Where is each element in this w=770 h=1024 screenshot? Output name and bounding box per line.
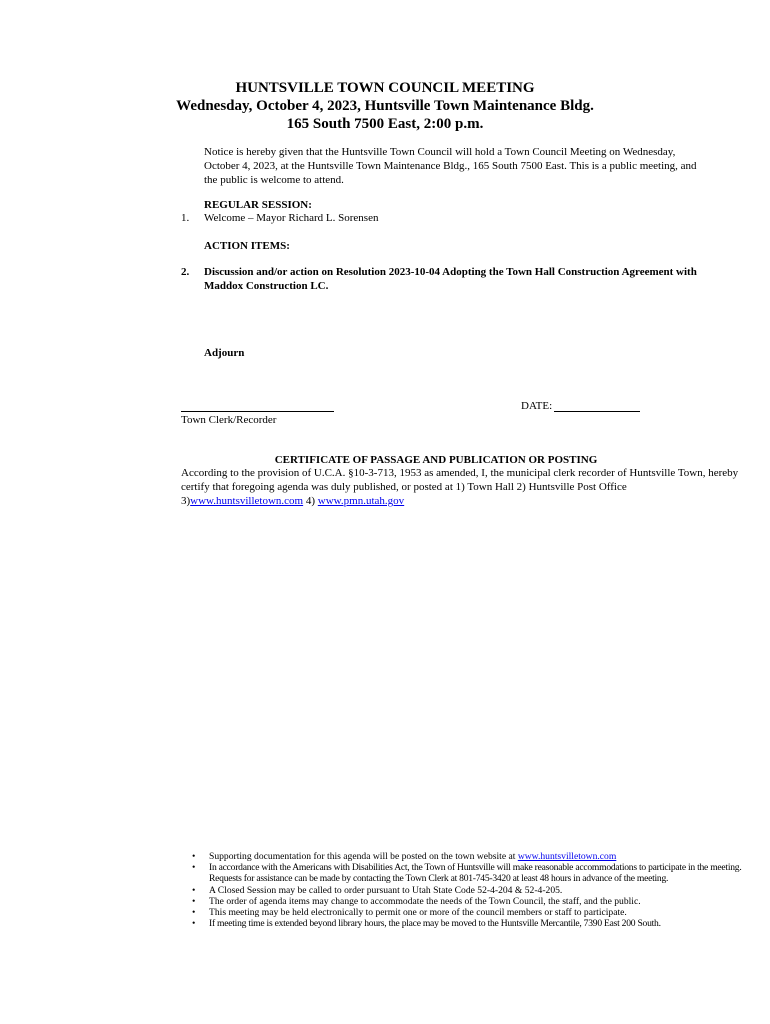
bullet-icon: • [192,851,196,862]
note-location-change [192,918,762,929]
item-2-line-1: Discussion and/or action on Resolution 2023-10-04 Adopting the Town Hall Construction Agreement with [204,266,697,278]
bullet-icon: • [192,895,196,907]
posting-number-3: 3) [181,495,191,507]
bullet-icon: • [192,884,196,896]
bullet-icon: • [192,907,196,919]
item-1-number: 1. [181,212,190,224]
date-line [554,411,640,412]
notice-line-3: the public is welcome to attend. [204,174,344,186]
date-label: DATE: [521,400,553,412]
note-ada [192,862,762,884]
clerk-label: Town Clerk/Recorder [181,414,277,426]
note-electronic-text: This meeting may be held electronically to permit one or more of the council members or staff to participate. [209,907,627,919]
item-2-line-2: Maddox Construction LC. [204,280,329,292]
huntsville-town-link[interactable]: www.huntsvilletown.com [190,495,304,507]
certificate-line-3 [181,495,404,508]
action-items-heading: ACTION ITEMS: [204,240,290,252]
meeting-notes-list [192,851,762,929]
adjourn-label: Adjourn [204,347,245,359]
meeting-address-time: 165 South 7500 East, 2:00 p.m. [286,116,484,132]
note-electronic [192,907,762,918]
note-website-text: Supporting documentation for this agenda will be posted on the town website at [209,851,518,862]
certificate-line-1: According to the provision of U.C.A. §10-3-713, 1953 as amended, I, the municipal clerk recorder of Huntsville Town, hereby [181,467,739,479]
item-1-welcome: Welcome – Mayor Richard L. Sorensen [204,212,379,224]
regular-session-heading: REGULAR SESSION: [204,199,312,211]
certificate-line-2: certify that foregoing agenda was duly published, or posted at 1) Town Hall 2) Huntsville Post Office [181,481,627,493]
note-ada-text: In accordance with the Americans with Disabilities Act, the Town of Huntsville will make reasonable accommodations to participate in the meeting. Requests for assistance can be made by contacting the Town Clerk at 801-745-3420 at least 48 hours in advance of the meeting. [209,862,742,885]
note-closed-session-text: A Closed Session may be called to order pursuant to Utah State Code 52-4-204 & 52-4-205. [209,884,563,896]
note-order-text: The order of agenda items may change to accommodate the needs of the Town Council, the staff, and the public. [209,895,641,907]
note-location-change-text: If meeting time is extended beyond library hours, the place may be moved to the Huntsville Mercantile, 7390 East 200 South. [209,918,661,930]
clerk-signature-line [181,411,334,412]
meeting-date-location: Wednesday, October 4, 2023, Huntsville Town Maintenance Bldg. [176,98,594,114]
note-website [192,851,762,862]
pmn-utah-link[interactable]: www.pmn.utah.gov [317,495,405,507]
notice-line-1: Notice is hereby given that the Huntsville Town Council will hold a Town Council Meeting on Wednesday, [204,146,676,158]
posting-number-4: 4) [303,495,318,507]
bullet-icon: • [192,862,196,874]
note-order [192,896,762,907]
notice-line-2: October 4, 2023, at the Huntsville Town Maintenance Bldg., 165 South 7500 East. This is a public meeting, and [204,160,697,172]
meeting-title: HUNTSVILLE TOWN COUNCIL MEETING [235,80,535,96]
item-2-number: 2. [181,266,190,278]
note-website-link[interactable]: www.huntsvilletown.com [517,851,617,862]
note-closed-session [192,885,762,896]
certificate-heading: CERTIFICATE OF PASSAGE AND PUBLICATION OR POSTING [274,454,598,466]
bullet-icon: • [192,918,196,930]
